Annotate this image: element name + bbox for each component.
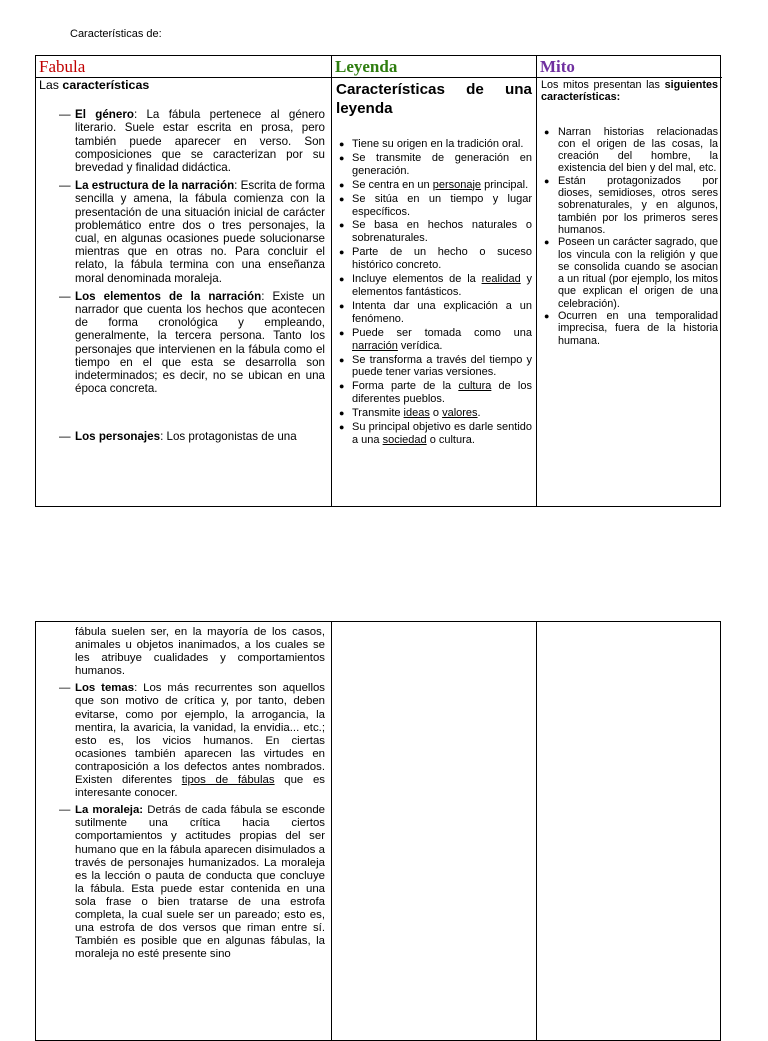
fabula-item-genero	[39, 108, 325, 174]
fabula-list	[39, 108, 325, 443]
item-term: El género	[75, 108, 134, 122]
item-term: La estructura de la narración	[75, 179, 235, 193]
fabula-item-elementos	[39, 290, 325, 396]
list-item	[336, 246, 532, 272]
link-realidad[interactable]: realidad	[481, 273, 521, 286]
item-text: Se centra en un	[352, 178, 433, 191]
item-text: Ocurren en una temporalidad imprecisa, fuera de la historia humana.	[558, 310, 718, 347]
bullet: ●	[339, 408, 345, 419]
item-text: de los diferentes pueblos.	[352, 380, 532, 406]
item-text: Están protagonizados por dioses, semidioses, otros seres sobrenaturales, y en algunos, también por los primeros seres humanos.	[558, 174, 718, 236]
dash-marker: —	[59, 682, 71, 695]
list-item	[336, 273, 532, 299]
item-text: o cultura.	[426, 433, 475, 446]
link-personaje[interactable]: personaje	[432, 178, 482, 191]
mito-list	[541, 126, 718, 347]
fabula-intro-bold: características	[62, 78, 150, 92]
leyenda-cell	[332, 78, 537, 506]
mito-intro	[541, 79, 718, 104]
item-text: Su principal objetivo es darle sentido a una	[352, 421, 532, 446]
item-text: : Los más recurrentes son aquellos que son motivo de crítica y, por tanto, deben evitarse, como por ejemplo, la arrogancia, la mentira, la avaricia, la vanidad, la envidia... etc.; esto es, los vicios humanos. En ciertas ocasiones también aparecen las virtudes en contraposición a los defectos antes nombrados. Existen diferentes	[75, 682, 326, 787]
list-item	[336, 219, 532, 245]
item-text: Se transforma a través del tiempo y puede tener varias versiones.	[352, 353, 532, 379]
fabula-item-temas	[39, 682, 325, 800]
bullet: ●	[339, 422, 345, 433]
item-text: Se transmite de generación en generación.	[352, 151, 532, 177]
list-item	[541, 310, 718, 347]
fabula-intro	[39, 79, 325, 92]
bullet: ●	[339, 152, 345, 163]
list-item	[541, 126, 718, 175]
fabula-list-continued	[39, 682, 325, 961]
bullet: ●	[339, 274, 345, 285]
dash-marker: —	[59, 804, 71, 817]
bullet: ●	[339, 327, 345, 338]
mito-intro-text: Los mitos presentan las	[541, 79, 665, 91]
link-valores[interactable]: valores	[442, 407, 478, 420]
item-text: Incluye elementos de la	[352, 273, 482, 286]
item-text: o	[429, 407, 443, 420]
leyenda-list	[336, 138, 532, 447]
leyenda-cell-continued	[332, 622, 537, 1040]
bullet: ●	[339, 193, 345, 204]
item-text: Parte de un hecho o suceso histórico concreto.	[352, 246, 532, 272]
fabula-item-moraleja	[39, 804, 325, 961]
item-text: Se basa en hechos naturales o sobrenaturales.	[352, 219, 532, 245]
list-item	[336, 152, 532, 178]
item-text: Narran historias relacionadas con el origen de las cosas, la creación del hombre, la existencia del bien y del mal, etc.	[558, 125, 718, 175]
item-text: Tiene su origen en la tradición oral.	[352, 138, 524, 150]
mito-cell-continued	[537, 622, 722, 1040]
header-fabula-label: Fabula	[39, 57, 86, 76]
item-text: Intenta dar una explicación a un fenómeno.	[352, 299, 532, 325]
bullet: ●	[339, 179, 345, 190]
dash-marker: —	[59, 108, 71, 122]
bullet: ●	[544, 311, 550, 322]
item-term: Los temas	[75, 682, 135, 695]
fabula-item-personajes	[39, 430, 325, 443]
bullet: ●	[339, 220, 345, 231]
mito-cell	[537, 78, 722, 506]
fabula-cell	[36, 78, 332, 506]
list-item	[336, 421, 532, 447]
link-tipos-de-fabulas[interactable]: tipos de fábulas	[181, 774, 275, 787]
item-text: Puede ser tomada como una	[352, 326, 532, 339]
link-sociedad[interactable]: sociedad	[382, 433, 427, 446]
list-item	[336, 407, 532, 420]
list-item	[336, 138, 532, 151]
bullet: ●	[339, 354, 345, 365]
leyenda-title: Características de una leyenda	[336, 81, 532, 117]
header-fabula	[36, 56, 332, 78]
item-text: : Existe un narrador que cuenta los hechos que acontecen de forma cronológica y empleando, generalmente, la tercera persona. Tanto los personajes que intervienen en la fábula como el tiempo en el que esta se desarrolla son indeterminados; es decir, no se ubican en una época concreta.	[75, 289, 325, 396]
item-text: verídica.	[397, 339, 443, 352]
item-text: : Los protagonistas de una	[160, 430, 297, 444]
item-text: y elementos fantásticos.	[352, 273, 532, 298]
fabula-item-estructura	[39, 179, 325, 285]
fabula-intro-text: Las	[39, 78, 63, 92]
item-text: Transmite	[352, 407, 404, 420]
list-item	[541, 175, 718, 236]
bullet: ●	[544, 126, 550, 137]
list-item	[336, 193, 532, 219]
item-text: .	[477, 407, 481, 420]
item-text: principal.	[481, 178, 529, 191]
dash-marker: —	[59, 179, 71, 193]
list-item	[336, 179, 532, 192]
list-item	[336, 380, 532, 406]
item-text: Poseen un carácter sagrado, que los vincula con la religión y que se consolida cuando se asocian a un ritual (por ejemplo, los mitos que explican el origen de una celebración).	[558, 236, 718, 310]
item-text: Forma parte de la	[352, 380, 459, 393]
item-term: La moraleja:	[75, 804, 144, 817]
bullet: ●	[339, 139, 345, 149]
item-term: Los elementos de la narración	[75, 289, 262, 303]
mito-intro-bold: siguientes características:	[541, 79, 718, 104]
bullet: ●	[339, 300, 345, 311]
fabula-continuation: fábula suelen ser, en la mayoría de los casos, animales u objetos inanimados, a los cuales se les atribuye cualidades y comportamientos humanos.	[75, 626, 325, 678]
dash-marker: —	[59, 289, 71, 303]
bullet: ●	[339, 381, 345, 392]
list-item	[541, 236, 718, 310]
item-text: que es interesante conocer.	[75, 774, 325, 800]
link-narracion[interactable]: narración	[352, 339, 398, 352]
link-ideas[interactable]: ideas	[403, 407, 430, 420]
header-mito	[537, 56, 722, 78]
header-mito-label: Mito	[540, 57, 575, 76]
link-cultura[interactable]: cultura	[458, 380, 492, 393]
item-text: : Escrita de forma sencilla y amena, la fábula comienza con la presentación de una situación inicial de carácter problemático entre dos o tres personajes, la cual, en algunas ocasiones puede solucionarse mientras que en otras no. Para concluir el relato, la fábula termina con una enseñanza moral denominada moraleja.	[75, 179, 326, 285]
bullet: ●	[339, 247, 345, 258]
bullet: ●	[544, 175, 550, 186]
item-text: Detrás de cada fábula se esconde sutilmente una crítica hacia ciertos comportamientos y actitudes propias del ser humano que en la fábula aparecen disimulados a través de personajes humanizados. La moraleja es la lección o pauta de conducta que concluye la fábula. Esta puede estar contenida en una sola frase o bien tratarse de una estrofa completa, la cual suele ser un pareado; esto es, una estrofa de dos versos que riman entre sí. También es posible que en algunas fábulas, la moraleja no esté presente sino	[75, 804, 325, 961]
list-item	[336, 300, 532, 326]
header-leyenda-label: Leyenda	[335, 57, 398, 76]
page-pretitle: Características de:	[70, 28, 162, 40]
item-term: Los personajes	[75, 430, 161, 444]
bullet: ●	[544, 237, 550, 248]
characteristics-table-continued	[35, 621, 721, 1041]
item-text: Se sitúa en un tiempo y lugar específicos.	[352, 192, 532, 218]
fabula-cell-continued	[36, 622, 332, 1040]
item-text: : La fábula pertenece al género literario. Suele estar escrita en prosa, pero también puede aparecer en verso. Son composiciones que se caracterizan por su brevedad y finalidad didáctica.	[75, 108, 325, 175]
characteristics-table	[35, 55, 721, 507]
list-item	[336, 354, 532, 380]
header-leyenda	[332, 56, 537, 78]
dash-marker: —	[59, 430, 71, 444]
list-item	[336, 327, 532, 353]
